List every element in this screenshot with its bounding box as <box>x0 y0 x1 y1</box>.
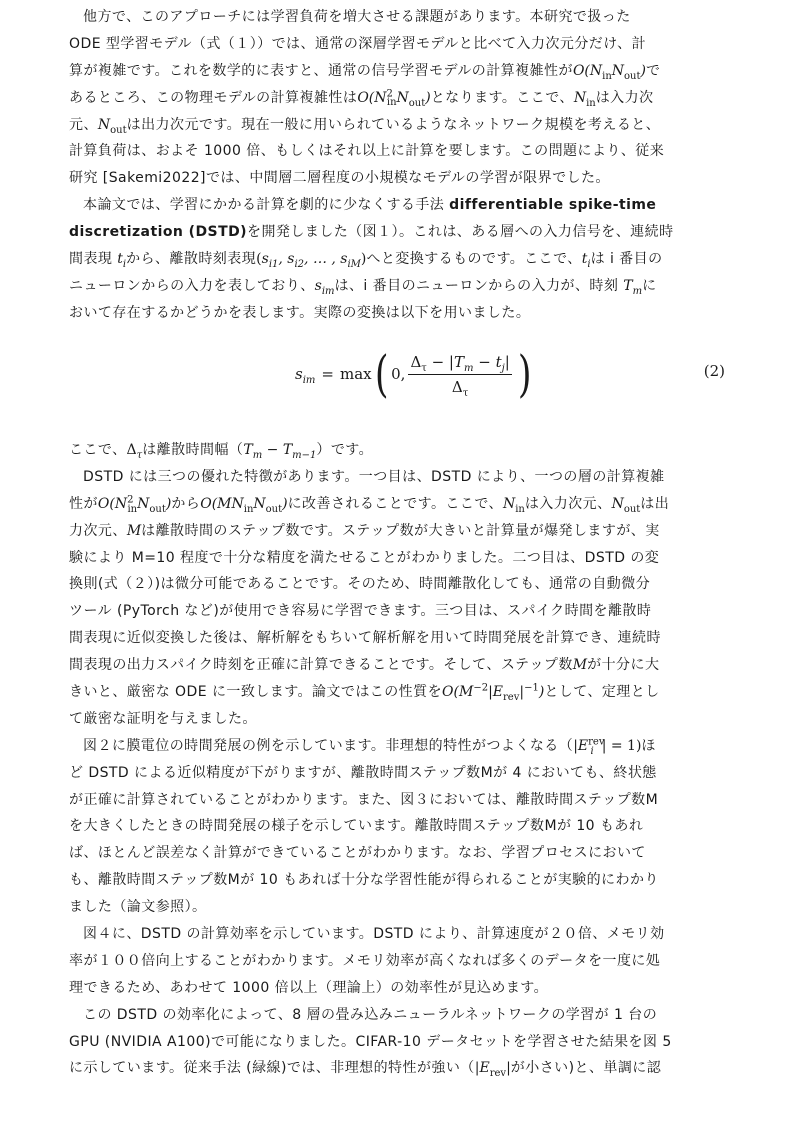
text-run: として、定理とし <box>544 684 660 701</box>
text-run: 算が複雑です。これを数学的に表すと、通常の信号学習モデルの計算複雑性が <box>69 62 573 79</box>
text-run: GPU (NVIDIA A100)で可能になりました。CIFAR-10 データセットを学習させた結果を図 5 <box>69 1033 672 1050</box>
math-time-diff: $T_m - T_{m-1}$ <box>243 442 317 461</box>
paragraph-line <box>69 58 725 85</box>
paragraph-line <box>69 921 725 948</box>
text-run: は離散時間のステップ数です。ステップ数が大きいと計算量が爆発しますが、実 <box>141 522 660 539</box>
text-run: 図４に、DSTD の計算効率を示しています。DSTD により、計算速度が２０倍、メモリ効 <box>83 926 665 943</box>
text-run: 本論文では、学習にかかる計算を劇的に少なくする手法 <box>83 197 445 214</box>
text-run: 図２に膜電位の時間発展の例を示しています。非理想的特性がつよくなる（ <box>83 737 574 754</box>
text-run: を開発しました（図１）。これは、ある層への入力信号を、連続時 <box>247 224 674 241</box>
text-run: DSTD には三つの優れた特徴があります。一つ目は、DSTD により、一つの層の計算複雑 <box>83 468 665 485</box>
paragraph-line <box>69 867 725 894</box>
paragraph-line <box>69 138 725 165</box>
text-run: ニューロンからの入力を表しており、 <box>69 277 315 294</box>
paragraph-line <box>69 491 725 518</box>
text-run: ました（論文参照）。 <box>69 899 207 916</box>
text-run: に示しています。従来手法 (緑線)では、非理想的特性が強い（ <box>69 1060 475 1077</box>
math-n-in: $N_{in}$ <box>573 89 596 109</box>
text-run: となります。ここで、 <box>430 89 574 106</box>
text-run: から <box>171 495 201 512</box>
paragraph-line <box>69 4 725 31</box>
math-complexity-standard: $O(N_{in}N_{out})$ <box>572 62 646 82</box>
text-run: を大きくしたときの時間発展の様子を示しています。離散時間ステップ数Mが 10 もあれ <box>69 818 644 835</box>
text-run: 研究 [Sakemi2022]では、中間層二層程度の小規模なモデルの学習が限界でした。 <box>69 170 610 187</box>
math-n-out: $N_{out}$ <box>97 116 127 136</box>
math-t-i: $t_i$ <box>581 251 591 270</box>
paragraph-line <box>69 598 725 625</box>
text-run: が十分に大 <box>587 657 660 674</box>
paragraph-line <box>69 273 725 300</box>
text-run: に <box>642 277 657 294</box>
text-run: 理できるため、あわせて 1000 倍以上（理論上）の効率性が見込めます。 <box>69 979 549 996</box>
bold-term: discretization (DSTD) <box>69 224 248 241</box>
text-run: は出力次元です。現在一般に用いられているようなネットワーク規模を考えると、 <box>126 116 661 133</box>
bold-term: differentiable spike-time <box>449 197 657 214</box>
text-run: ここで、 <box>69 442 127 458</box>
paragraph-line <box>69 192 725 219</box>
paragraph-line <box>69 625 725 652</box>
text-run: は入力次 <box>595 89 654 106</box>
text-run: から、離散時刻表現 <box>126 251 257 268</box>
math-complexity-after: $O(MN_{in}N_{out})$ <box>200 495 288 515</box>
paragraph-line <box>69 437 725 464</box>
equation-formula <box>295 340 534 408</box>
body-text-lower <box>69 437 725 1082</box>
text-run: 性が <box>69 495 98 512</box>
math-fraction <box>408 352 511 399</box>
math-paren-right: ) <box>517 345 532 403</box>
math-m: M <box>572 657 588 674</box>
text-run: 間表現の出力スパイク時刻を正確に計算できることです。そして、ステップ数 <box>69 657 573 674</box>
math-paren-left: ( <box>374 345 389 403</box>
fraction-denominator: $\Delta_\tau$ <box>451 377 469 399</box>
paragraph-line <box>69 652 725 679</box>
paragraph-line <box>69 787 725 814</box>
paragraph-line <box>69 112 725 139</box>
paragraph-line <box>69 706 725 733</box>
math-n-in: $N_{in}$ <box>502 495 525 515</box>
paragraph-line <box>69 246 725 273</box>
text-run: へと変換するものです。ここで、 <box>366 251 582 268</box>
text-run: ど DSTD による近似精度が下がりますが、離散時間ステップ数Mが 4 においても、終状態 <box>69 764 657 781</box>
text-run: 間表現 <box>69 251 113 268</box>
text-run: ）です。 <box>316 442 374 458</box>
math-s-im: $s_{im}$ <box>314 277 335 297</box>
text-run: は離散時間幅（ <box>142 442 244 458</box>
paragraph-line <box>69 894 725 921</box>
text-run: 験により M=10 程度で十分な精度を満たせることがわかりました。二つ目は、DSTD の変 <box>69 549 660 566</box>
text-run: 率が１００倍向上することがわかります。メモリ効率が高くなれば多くのデータを一度に処 <box>69 952 661 969</box>
text-run: ODE 型学習モデル（式（１））では、通常の深層学習モデルと比べて入力次元分だけ、計 <box>69 35 647 52</box>
paragraph-line <box>69 165 725 192</box>
paragraph-line <box>69 679 725 706</box>
text-run: は出 <box>640 495 670 512</box>
text-run: きいと、厳密な ODE に一致します。論文ではこの性質を <box>69 684 443 701</box>
text-run: ほ <box>641 737 656 754</box>
math-zero: 0, <box>391 365 406 383</box>
text-run: この DSTD の効率化によって、8 層の畳み込みニューラルネットワークの学習が 1 台の <box>83 1006 658 1023</box>
text-run: ば、ほとんど誤差なく計算ができていることがわかります。なお、学習プロセスにおいて <box>69 845 646 862</box>
paragraph-line <box>69 85 725 112</box>
text-run: で <box>645 62 661 79</box>
math-error-bound: $O(M^{-2}|E_{rev}|^{-1})$ <box>442 682 545 703</box>
math-discrete-vector: ($s_{i1}$, $s_{i2}$, … , $s_{iM}$) <box>256 251 367 270</box>
text-run: も、離散時間ステップ数Mが 10 もあれば十分な学習性能が得られることが実験的にわかり <box>69 872 659 889</box>
paragraph-line <box>69 1055 725 1082</box>
equation-number: (2) <box>703 362 725 380</box>
text-run: が正確に計算されていることがわかります。また、図３においては、離散時間ステップ数M <box>69 791 659 808</box>
math-complexity-physical: $O(N^2_{in}N_{out})$ <box>357 88 431 109</box>
text-run: は入力次元、 <box>524 495 612 512</box>
text-run: 間表現に近似変換した後は、解析解をもちいて解析解を用いて時間発展を計算でき、連続時 <box>69 630 661 647</box>
text-run: あるところ、この物理モデルの計算複雑性は <box>69 89 358 106</box>
paragraph-line <box>69 840 725 867</box>
body-text-upper <box>69 4 725 327</box>
text-run: が小さい)と、単調に認 <box>510 1060 662 1077</box>
paragraph-line <box>69 975 725 1002</box>
paragraph-line <box>69 518 725 545</box>
math-n-out: $N_{out}$ <box>611 495 641 515</box>
math-delta-tau: $\Delta_\tau$ <box>126 442 143 461</box>
paragraph-line <box>69 733 725 760</box>
text-run: は、i 番目のニューロンからの入力が、時刻 <box>334 277 619 294</box>
text-run: 計算負荷は、およそ 1000 倍、もしくはそれ以上に計算を要します。この問題により、従来 <box>69 143 665 160</box>
text-run: は i 番目の <box>590 251 663 268</box>
math-m: M <box>126 522 142 539</box>
math-e-rev: $|E_{rev}|$ <box>474 1060 511 1080</box>
text-run: 他方で、このアプローチには学習負荷を増大させる課題があります。本研究で扱った <box>83 9 631 25</box>
math-s-im: $s_{im}$ <box>295 365 316 386</box>
text-run: て厳密な証明を与えました。 <box>69 710 257 727</box>
math-t-i: $t_i$ <box>117 251 127 270</box>
paragraph-line <box>69 1002 725 1029</box>
paragraph-line <box>69 300 725 327</box>
paragraph-line <box>69 464 725 491</box>
math-e-rev-condition: $|E^{rev}_i$ | = 1) <box>573 736 642 757</box>
paragraph-line <box>69 219 725 246</box>
paragraph-line <box>69 760 725 787</box>
math-t-m: $T_m$ <box>623 277 643 297</box>
paragraph-line <box>69 948 725 975</box>
math-equals: = <box>321 365 334 383</box>
paragraph-line <box>69 31 725 58</box>
paragraph-line <box>69 813 725 840</box>
text-run: 力次元、 <box>69 522 127 539</box>
paragraph-line <box>69 545 725 572</box>
fraction-numerator: $\Delta_\tau - |T_m - t_j|$ <box>410 352 510 374</box>
paragraph-line <box>69 571 725 598</box>
paragraph-line <box>69 1029 725 1056</box>
text-run: おいて存在するかどうかを表します。実際の変換は以下を用いました。 <box>69 304 531 321</box>
text-run: 元、 <box>69 116 98 133</box>
math-complexity-before: $O(N^2_{in}N_{out})$ <box>97 494 172 515</box>
text-run: 換則(式（２）)は微分可能であることです。そのため、時間離散化しても、通常の自動微分 <box>69 576 651 593</box>
text-run: ツール (PyTorch など)が使用でき容易に学習できます。三つ目は、スパイク時間を離散時 <box>69 603 652 620</box>
equation-block <box>69 334 725 414</box>
math-max: max <box>339 365 372 383</box>
text-run: に改善されることです。ここで、 <box>287 495 503 512</box>
